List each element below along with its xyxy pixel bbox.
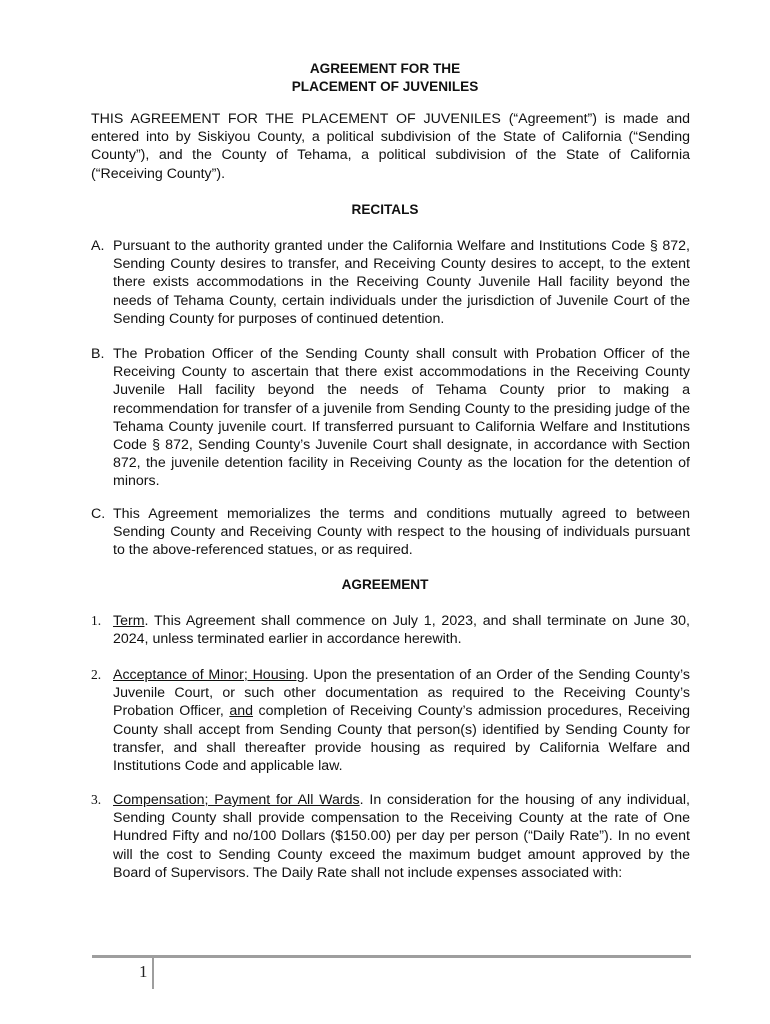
recital-c-text: This Agreement memorializes the terms and conditions mutually agreed to between Sending County and Receiving County with respect to the housing of individuals pursuant to the above-referenced statues, or as required. [113,506,690,559]
recital-a-text: Pursuant to the authority granted under the California Welfare and Institutions Code § 872, Sending County desires to transfer, and Receiving County desires to accept, to the extent there exists accommodations in the Receiving County Juvenile Hall facility beyond the needs of Tehama County, certain individuals under the jurisdiction of Juvenile Court of the Sending County for purposes of continued detention. [113,238,690,327]
clause-number-3: 3. [91,792,102,807]
clause-2-body-b: completion of Receiving County’s admission procedures, Receiving County shall accept from Sending County that person(s) identified by Sending County for transfer, and shall thereafter provide housing as required by California Welfare and Institutions Code and applicable law. [113,703,690,775]
intro-paragraph: THIS AGREEMENT FOR THE PLACEMENT OF JUVENILES (“Agreement”) is made and entered into by Siskiyou County, a political subdivision of the State of California (“Sending County”), and the County of Tehama, a political subdivision of the State of California (“Receiving County”). [91,111,690,182]
clause-2-heading: Acceptance of Minor; Housing [113,667,305,683]
clause-number-1: 1. [91,613,102,628]
footer-vertical-divider [152,957,154,989]
clause-2-body-a: . Upon the presentation of an Order of the Sending County’s Juvenile Court, or such other documentation as required to the Receiving County’s Probation Officer, [113,667,690,720]
recitals-heading: RECITALS [351,202,419,217]
footer-divider [92,955,691,958]
recital-b-text: The Probation Officer of the Sending County shall consult with Probation Officer of the Receiving County to ascertain that there exist accommodations in the Receiving County Juvenile Hall facility beyond the needs of Tehama County prior to making a recommendation for transfer of a juvenile from Sending County to the presiding judge of the Tehama County juvenile court. If transferred pursuant to California Welfare and Institutions Code § 872, Sending County’s Juvenile Court shall designate, in accordance with Section 872, the juvenile detention facility in Receiving County as the location for the detention of minors. [113,346,690,490]
clause-1-heading: Term [113,613,145,629]
document-title-line-1: AGREEMENT FOR THE [309,61,461,76]
clause-3-text [113,791,690,882]
document-title-line-2: PLACEMENT OF JUVENILES [291,79,479,94]
recital-letter-c: C. [91,506,106,522]
clause-3-heading: Compensation; Payment for All Wards [113,792,360,808]
page-number: 1 [139,962,148,981]
clause-number-2: 2. [91,667,102,682]
agreement-heading: AGREEMENT [341,577,429,592]
recital-letter-a: A. [91,238,105,254]
clause-2-underlined-and: and [229,703,254,720]
clause-2-text [113,666,690,775]
clause-1-text [113,612,690,648]
clause-1-body: . This Agreement shall commence on July 1, 2023, and shall terminate on June 30, 2024, unless terminated earlier in accordance herewith. [113,613,690,648]
recital-letter-b: B. [91,346,105,362]
clause-3-body: . In consideration for the housing of any individual, Sending County shall provide compensation to the Receiving County at the rate of One Hundred Fifty and no/100 Dollars ($150.00) per day per person (“Daily Rate”). In no event will the cost to Sending County exceed the maximum budget amount approved by the Board of Supervisors. The Daily Rate shall not include expenses associated with: [113,792,691,881]
